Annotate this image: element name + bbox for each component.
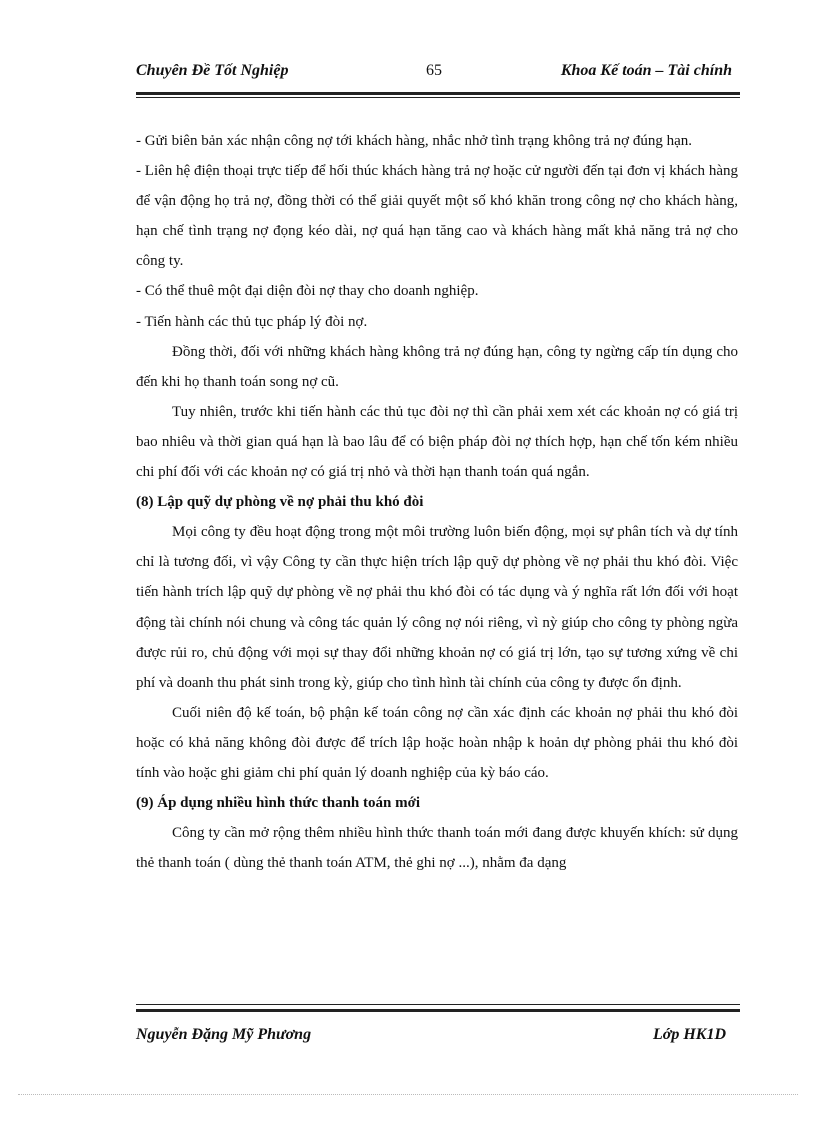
- bullet-paragraph: - Liên hệ điện thoại trực tiếp để hối thúc khách hàng trả nợ hoặc cử người đến tại đơn vị khách hàng để vận động họ trả nợ, đồng thời có thể giải quyết một số khó khăn trong công nợ cho khách hàng, hạn chế tình trạng nợ đọng kéo dài, nợ quá hạn tăng cao và khách hàng mất khả năng trả nợ cho công ty.: [136, 163, 738, 270]
- author-name: Nguyễn Đặng Mỹ Phương: [136, 1026, 312, 1043]
- bullet-paragraph: - Có thể thuê một đại diện đòi nợ thay cho doanh nghiệp.: [136, 283, 479, 300]
- body-paragraph: Tuy nhiên, trước khi tiến hành các thủ tục đòi nợ thì cần phải xem xét các khoản nợ có giá trị bao nhiêu và thời gian quá hạn là bao lâu để có biện pháp đòi nợ thích hợp, hạn chế tốn kém nhiều chi phí đối với các khoản nợ có giá trị nhỏ và thời hạn thanh toán quá ngắn.: [136, 403, 738, 481]
- header-rule-thin: [136, 97, 740, 98]
- body-paragraph: Đồng thời, đối với những khách hàng không trả nợ đúng hạn, công ty ngừng cấp tín dụng cho đến khi họ thanh toán song nợ cũ.: [136, 343, 738, 390]
- page-footer: [136, 1026, 726, 1050]
- bullet-paragraph: - Tiến hành các thủ tục pháp lý đòi nợ.: [136, 313, 368, 330]
- footer-rule-thin: [136, 1004, 740, 1005]
- section-heading: (9) Áp dụng nhiều hình thức thanh toán mới: [136, 795, 421, 812]
- class-name: Lớp HK1D: [652, 1026, 726, 1043]
- header-title: Chuyên Đề Tốt Nghiệp: [136, 62, 289, 79]
- page-number: 65: [426, 62, 442, 79]
- header-department: Khoa Kế toán – Tài chính: [560, 62, 732, 79]
- bullet-paragraph: - Gửi biên bản xác nhận công nợ tới khách hàng, nhắc nhở tình trạng không trả nợ đúng hạn.: [136, 133, 692, 149]
- body-paragraph: Cuối niên độ kế toán, bộ phận kế toán công nợ cần xác định các khoản nợ phải thu khó đòi hoặc có khả năng không đòi được để trích lập hoặc hoàn nhập k hoản dự phòng phải thu khó đòi tính vào hoặc ghi giảm chi phí quản lý doanh nghiệp của kỳ báo cáo.: [136, 704, 738, 781]
- page-header: [136, 62, 732, 86]
- footer-rule-thick: [136, 1009, 740, 1012]
- section-heading: (8) Lập quỹ dự phòng về nợ phải thu khó đòi: [136, 494, 424, 511]
- body-paragraph: Công ty cần mở rộng thêm nhiều hình thức thanh toán mới đang được khuyến khích: sử dụng thẻ thanh toán ( dùng thẻ thanh toán ATM, thẻ ghi nợ ...), nhằm đa dạng: [136, 825, 738, 872]
- header-rule-thick: [136, 92, 740, 95]
- body-paragraph: Mọi công ty đều hoạt động trong một môi trường luôn biến động, mọi sự phân tích và dự tính chỉ là tương đối, vì vậy Công ty cần thực hiện trích lập quỹ dự phòng về nợ phải thu khó đòi. Việc tiến hành trích lập quỹ dự phòng về nợ phải thu khó đòi có tác dụng và ý nghĩa rất lớn đối với hoạt động tài chính nói chung và công tác quản lý công nợ nói riêng, vì nỳ giúp cho công ty phòng ngừa được rủi ro, chủ động với mọi sự thay đổi những khoản nợ có giá trị lớn, tạo sự tương xứng về chi phí và doanh thu phát sinh trong kỳ, giúp cho tình hình tài chính của công ty được ổn định.: [136, 524, 738, 691]
- page-edge-divider: [18, 1094, 798, 1095]
- page-body: [136, 126, 738, 878]
